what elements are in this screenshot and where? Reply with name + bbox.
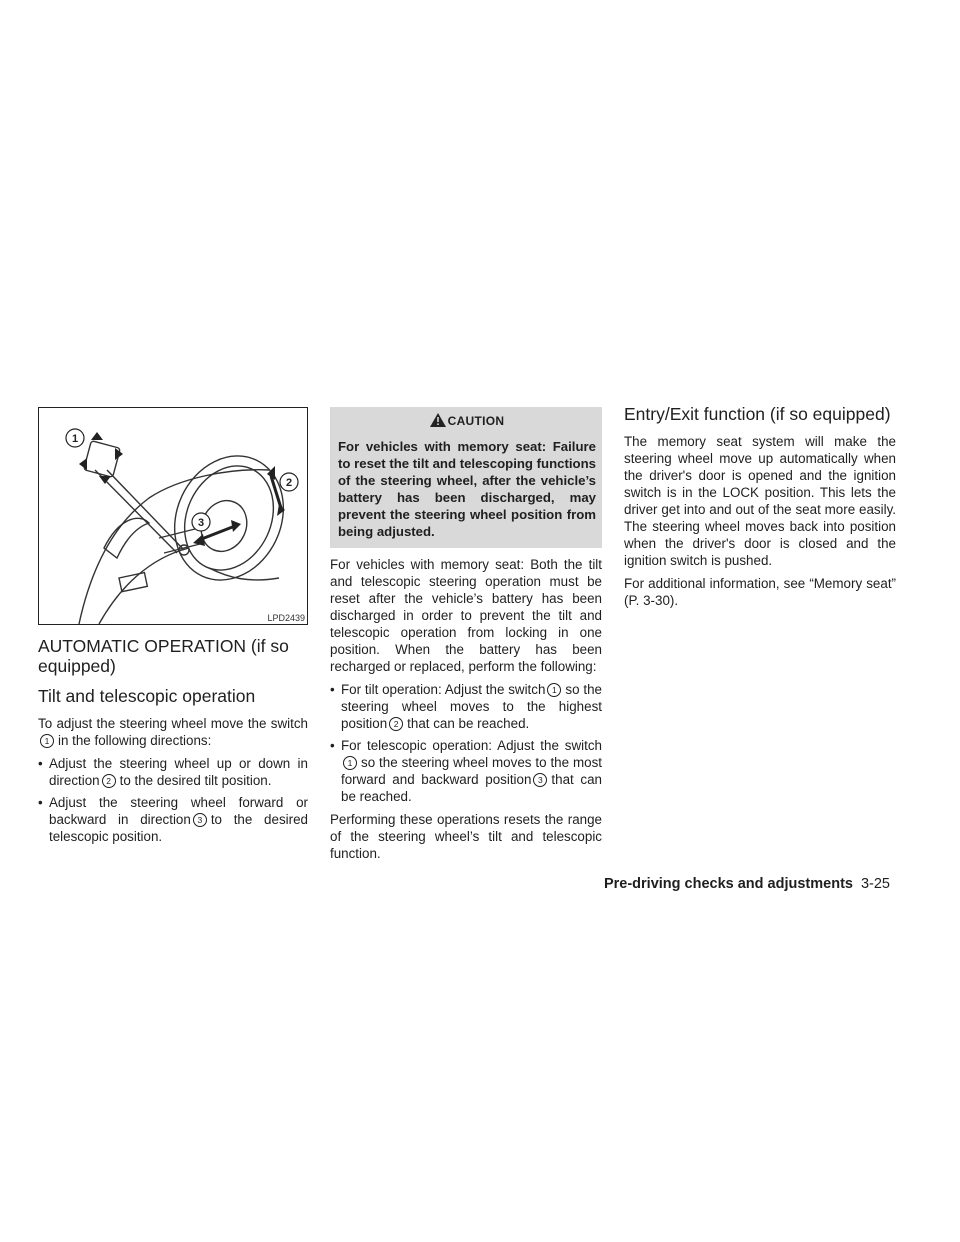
marker-2: 2 [102, 774, 116, 788]
steering-adjustment-figure [38, 407, 308, 625]
intro-text-a: To adjust the steering wheel move the switch [38, 716, 308, 731]
list-item-text: For telescopic operation: Adjust the switch [341, 738, 602, 753]
list-item [38, 755, 308, 789]
list-item-text: that can be reached. [341, 772, 602, 804]
list-item [38, 794, 308, 845]
list-item-text: so the steering wheel moves to the most forward and backward position [341, 755, 602, 787]
list-item-text: to the desired tilt position. [119, 773, 272, 788]
warning-icon [430, 413, 446, 427]
list-item-text: Adjust the steering wheel up or down in direction [49, 756, 308, 788]
middle-column [330, 407, 602, 868]
chapter-title: Pre-driving checks and adjustments [603, 876, 853, 892]
subsection-heading: Tilt and telescopic operation [38, 686, 256, 706]
reset-list [330, 681, 602, 805]
figure-label-1: 1 [71, 433, 79, 445]
right-column [624, 404, 896, 615]
marker-3: 3 [533, 773, 547, 787]
list-item-text: Adjust the steering wheel forward or backward in direction [49, 795, 308, 827]
figure-code: LPD2439 [267, 613, 305, 623]
tilt-telescopic-list [38, 755, 308, 845]
list-item [330, 681, 602, 732]
marker-1: 1 [343, 756, 357, 770]
page-footer [604, 876, 890, 892]
caution-box [330, 407, 602, 548]
marker-1: 1 [40, 734, 54, 748]
additional-info-paragraph: For additional information, see “Memory seat” (P. 3-30). [624, 576, 896, 608]
list-item [330, 737, 602, 805]
list-item-text: For tilt operation: Adjust the switch [341, 682, 546, 697]
intro-text-b: in the following directions: [58, 733, 212, 748]
section-heading: AUTOMATIC OPERATION (if so equipped) [38, 636, 289, 676]
marker-2: 2 [389, 717, 403, 731]
caution-header [338, 413, 596, 430]
page-number: 3-25 [860, 876, 890, 892]
caution-text: For vehicles with memory seat: Failure to reset the tilt and telescoping functions of the steering wheel, after the vehicle’s battery has been discharged, may prevent the steering wheel position from being adjusted. [338, 439, 596, 539]
list-item-text: to the desired telescopic position. [49, 812, 308, 844]
intro-paragraph [38, 715, 308, 749]
caution-title: CAUTION [447, 414, 505, 428]
left-column [38, 636, 308, 851]
list-item-text: so the steering wheel moves to the highest position [341, 682, 602, 731]
marker-3: 3 [193, 813, 207, 827]
range-paragraph: Performing these operations resets the range of the steering wheel’s tilt and telescopic function. [330, 812, 602, 861]
figure-label-2: 2 [285, 477, 293, 489]
marker-1: 1 [547, 683, 561, 697]
entry-exit-paragraph: The memory seat system will make the steering wheel move up automatically when the driver's door is opened and the ignition switch is in the LOCK position. This lets the driver get into and out of the seat more easily. The steering wheel moves back into position when the driver's door is closed and the ignition switch is pushed. [624, 434, 896, 568]
list-item-text: that can be reached. [407, 716, 530, 731]
steering-column-illustration [39, 408, 307, 624]
entry-exit-heading: Entry/Exit function (if so equipped) [624, 404, 891, 424]
reset-paragraph: For vehicles with memory seat: Both the tilt and telescopic steering operation must be reset after the vehicle’s battery has been discharged in order to prevent the tilt and telescopic operation from locking in one position. When the battery has been recharged or replaced, perform the following: [330, 557, 602, 674]
figure-label-3: 3 [197, 517, 205, 529]
